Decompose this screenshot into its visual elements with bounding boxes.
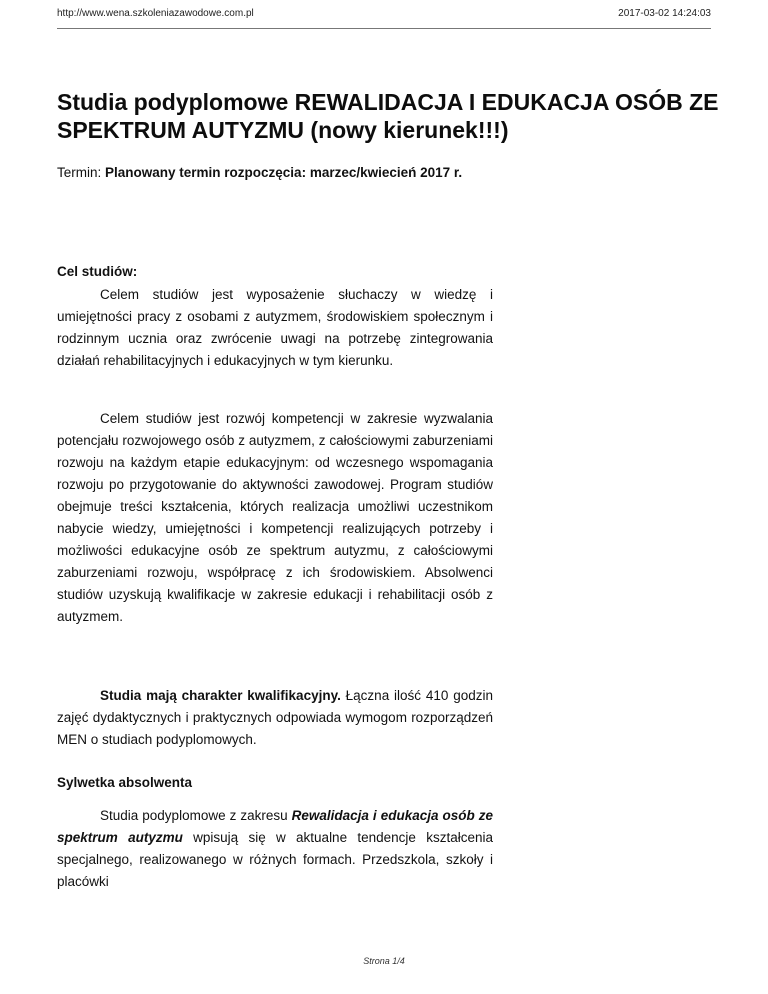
header-url[interactable]: http://www.wena.szkoleniazawodowe.com.pl [57, 8, 254, 19]
page-number: Strona 1/4 [363, 956, 405, 966]
header-datetime: 2017-03-02 14:24:03 [618, 8, 711, 19]
term-label: Termin: [57, 165, 106, 180]
paragraph-cel-3-bold: Studia mają charakter kwalifikacyjny. [100, 688, 341, 703]
term-value: Planowany termin rozpoczęcia: marzec/kwiecień 2017 r. [105, 165, 463, 180]
paragraph-sylwetka [57, 805, 493, 893]
page-title: Studia podyplomowe REWALIDACJA I EDUKACJA OSÓB ZE SPEKTRUM AUTYZMU (nowy kierunek!!!) [57, 89, 719, 143]
paragraph-cel-2: Celem studiów jest rozwój kompetencji w zakresie wyzwalania potencjału rozwojowego osób z autyzmem, z całościowymi zaburzeniami rozwoju na każdym etapie edukacyjnym: od wczesnego wspomagania rozwoju po przygotowanie do aktywności zawodowej. Program studiów obejmuje treści kształcenia, których realizacja umożliwi uczestnikom nabycie wiedzy, umiejętności i kompetencji realizujących potrzeby i możliwości edukacyjne osób ze spektrum autyzmu, z całościowymi zaburzeniami rozwoju, współpracę z ich środowiskiem. Absolwenci studiów uzyskują kwalifikacje w zakresie edukacji i rehabilitacji osób z autyzmem. [57, 411, 493, 624]
sylwetka-text-rest: wpisują się w aktualne tendencje kształcenia specjalnego, realizowanego w różnych formach. Przedszkola, szkoły i placówki [57, 830, 493, 889]
section-heading-sylwetka: Sylwetka absolwenta [57, 775, 193, 790]
term-line [57, 163, 487, 183]
section-heading-cel: Cel studiów: [57, 264, 138, 279]
print-header [57, 8, 711, 19]
paragraph-cel-3-rest: Łączna ilość 410 godzin zajęć dydaktycznych i praktycznych odpowiada wymogom rozporządzeń MEN o studiach podyplomowych. [57, 688, 493, 747]
sylwetka-program-name: Rewalidacja i edukacja osób ze spektrum autyzmu [57, 808, 493, 845]
paragraph-cel-1: Celem studiów jest wyposażenie słuchaczy w wiedzę i umiejętności pracy z osobami z autyzmem, środowiskiem społecznym i rodzinnym ucznia oraz zwrócenie uwagi na potrzebę zintegrowania działań rehabilitacyjnych i edukacyjnych w tym kierunku. [57, 287, 493, 368]
sylwetka-text-start: Studia podyplomowe z zakresu [100, 808, 292, 823]
paragraph-cel-3 [57, 685, 493, 751]
header-divider [57, 28, 711, 29]
